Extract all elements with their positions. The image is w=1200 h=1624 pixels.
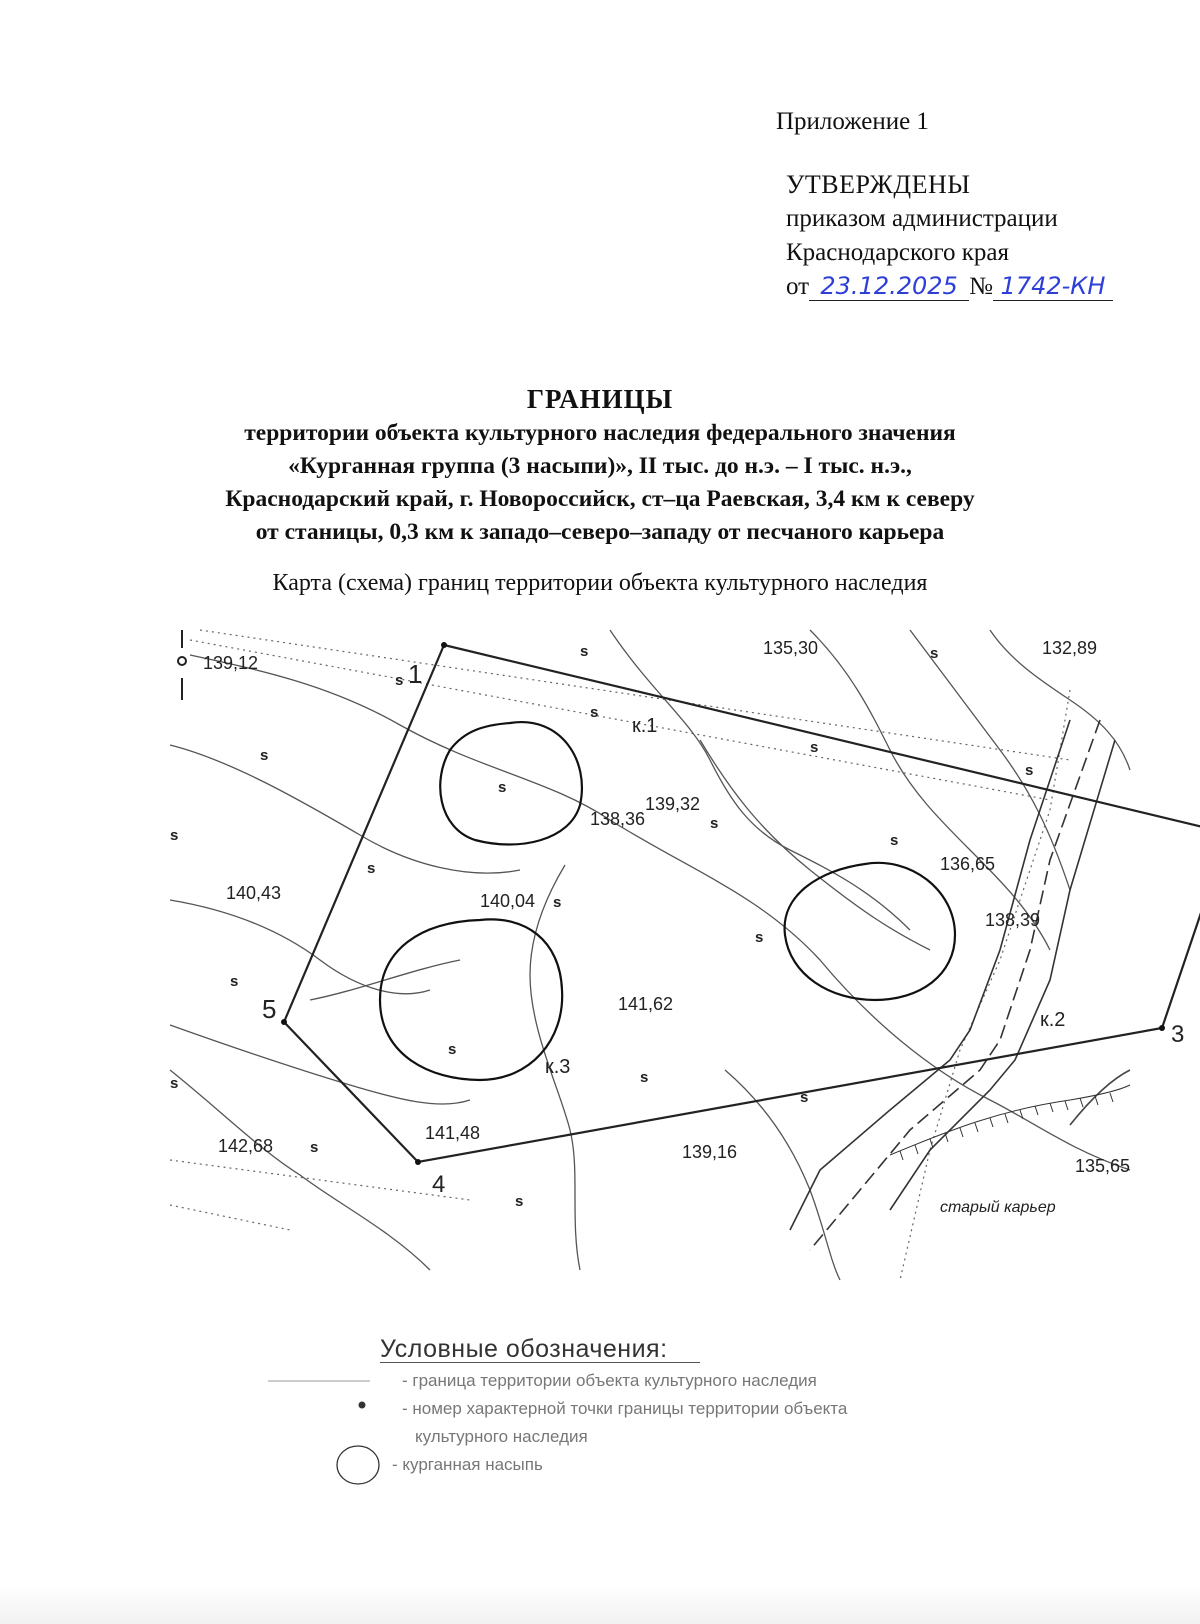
document-title (150, 384, 1050, 549)
elevation-label: 136,65 (940, 854, 996, 874)
terrain-mark: s (498, 779, 507, 796)
terrain-mark: s (170, 827, 179, 844)
boundary-point-label: 3 (1171, 1021, 1185, 1048)
mound-elevation: 139,32 (645, 794, 701, 814)
elevation-label: 132,89 (1042, 638, 1098, 658)
elevation-label: 139,16 (682, 1142, 738, 1162)
contour-line (170, 900, 430, 994)
map-labels (203, 638, 1200, 1216)
dotted-lines (170, 630, 1070, 1280)
boundary-point-3 (1159, 1025, 1165, 1031)
map-caption: Карта (схема) границ территории объекта культурного наследия (272, 570, 928, 596)
legend-text: - курганная насыпь (392, 1455, 543, 1474)
terrain-mark: s (395, 672, 404, 689)
boundary-point-4 (415, 1159, 421, 1165)
title-line-4: от станицы, 0,3 км к западо–северо–западу от песчаного карьера (255, 519, 945, 545)
legend-circle-sample (262, 1443, 382, 1487)
elevation-label: 141,48 (425, 1123, 481, 1143)
road-line (890, 740, 1115, 1210)
elevation-label: 138,36 (590, 809, 646, 829)
terrain-mark: s (640, 1069, 649, 1086)
quarry-edge-line (890, 1085, 1130, 1155)
terrain-mark: s (590, 704, 599, 721)
contour-line (170, 1025, 470, 1104)
approval-date-number-line (786, 270, 1113, 304)
contour-line (170, 745, 520, 873)
north-arrow (178, 630, 186, 700)
boundary-point-markers (281, 642, 1200, 1165)
mound-elevation: 138,39 (985, 910, 1041, 930)
boundary-map (170, 630, 1185, 1280)
legend-item-point-continued (380, 1423, 1060, 1451)
elevation-label: 140,43 (226, 883, 282, 903)
elevation-label: 140,04 (480, 891, 536, 911)
terrain-marks (170, 643, 1033, 1210)
title-line-1: территории объекта культурного наследия федерального значения (244, 420, 956, 446)
legend-dot-sample (262, 1395, 382, 1423)
quarry-label: старый карьер (940, 1199, 1056, 1216)
terrain-mark: s (810, 739, 819, 756)
scan-bottom-shade (0, 1584, 1200, 1624)
dotted-line (190, 640, 1050, 800)
boundary-point-label: 1 (408, 659, 423, 689)
handwritten-date: 23.12.2025 (820, 272, 958, 300)
title-line-3: Краснодарский край, г. Новороссийск, ст–ца Раевская, 3,4 км к северу (225, 486, 975, 512)
legend-title: Условные обозначения: (380, 1335, 668, 1363)
heritage-boundary-polygon (284, 645, 1200, 1162)
terrain-mark: s (710, 815, 719, 832)
terrain-mark: s (310, 1139, 319, 1156)
dotted-line (200, 630, 1070, 760)
legend-text: культурного наследия (415, 1427, 588, 1446)
mound-label: к.3 (545, 1056, 571, 1078)
number-prefix: № (969, 273, 993, 300)
boundary-point-label: 5 (262, 994, 277, 1024)
terrain-mark: s (553, 894, 562, 911)
legend-line-sample (262, 1367, 382, 1395)
boundary-point-label: 4 (432, 1171, 446, 1198)
mound-3-outline (380, 919, 562, 1080)
terrain-mark: s (1025, 762, 1034, 779)
terrain-mark: s (367, 860, 376, 877)
terrain-mark: s (170, 1075, 179, 1092)
handwritten-order-number: 1742-КН (1000, 272, 1106, 300)
contour-line (910, 630, 1070, 890)
elevation-label: 139,12 (203, 653, 259, 673)
terrain-mark: s (755, 929, 764, 946)
legend-text: - номер характерной точки границы территории объекта (402, 1399, 848, 1418)
terrain-mark: s (800, 1089, 809, 1106)
legend-item-point (380, 1395, 1060, 1423)
mound-label: к.2 (1040, 1009, 1066, 1031)
boundary-point-5 (281, 1019, 287, 1025)
terrain-mark: s (580, 643, 589, 660)
approved-heading: УТВЕРЖДЕНЫ (786, 170, 971, 199)
mounds (380, 722, 955, 1080)
contour-line (310, 960, 460, 1000)
boundary-point-1 (441, 642, 447, 648)
legend-item-mound (380, 1451, 1060, 1479)
terrain-mark: s (448, 1041, 457, 1058)
title-main: ГРАНИЦЫ (526, 384, 674, 414)
map-legend (380, 1335, 1060, 1479)
approved-by-line1: приказом администрации (786, 205, 1058, 232)
dotted-line (170, 1160, 470, 1200)
terrain-mark: s (930, 645, 939, 662)
terrain-mark: s (260, 747, 269, 764)
legend-item-boundary (380, 1367, 1060, 1395)
appendix-label: Приложение 1 (776, 108, 929, 135)
road-line (1070, 1070, 1130, 1125)
dotted-line (170, 1205, 290, 1230)
mound-2-outline (785, 863, 955, 1000)
elevation-label: 142,68 (218, 1136, 274, 1156)
terrain-mark: s (515, 1193, 524, 1210)
legend-text: - граница территории объекта культурного наследия (402, 1371, 817, 1390)
contour-line (170, 1070, 430, 1270)
elevation-label: 135,65 (1075, 1156, 1131, 1176)
terrain-mark: s (230, 973, 239, 990)
approved-by-line2: Краснодарского края (786, 239, 1009, 266)
contour-line (810, 630, 1050, 950)
approval-block (786, 168, 1113, 304)
road-line (810, 720, 1100, 1250)
contour-line (725, 1070, 840, 1280)
contour-line (610, 630, 910, 930)
date-prefix: от (786, 273, 810, 300)
mound-1-outline (440, 722, 582, 844)
elevation-label: 135,30 (763, 638, 819, 658)
quarry-edge (890, 1085, 1130, 1160)
mound-elevation: 141,62 (618, 994, 674, 1014)
dotted-line (900, 690, 1070, 1280)
mound-label: к.1 (632, 715, 658, 737)
terrain-mark: s (890, 832, 899, 849)
title-line-2: «Курганная группа (3 насыпи)», II тыс. до н.э. – I тыс. н.э., (288, 453, 912, 479)
